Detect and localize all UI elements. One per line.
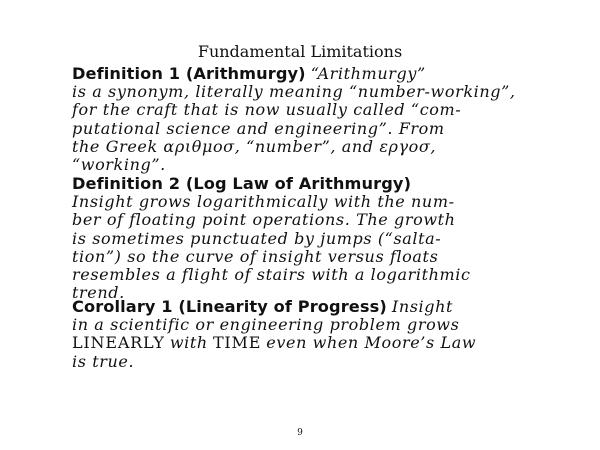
- corollary-1-line: with: [169, 333, 208, 353]
- time-emphasis: TIME: [212, 333, 262, 353]
- definition-2-line: Insight grows logarithmically with the num-: [72, 192, 455, 212]
- definition-1-line: the Greek αριθμοσ, “number”, and εργοσ,: [72, 136, 437, 156]
- definition-1-heading: Definition 1 (Arithmurgy): [72, 64, 306, 83]
- slide-title: Fundamental Limitations: [197, 42, 403, 61]
- definition-1-line: “working”.: [72, 155, 166, 175]
- definition-2-line: resembles a flight of stairs with a logarithmic: [72, 265, 471, 285]
- corollary-1-line: in a scientific or engineering problem grows: [72, 315, 460, 335]
- corollary-1: [72, 298, 532, 371]
- definition-2-line: is sometimes punctuated by jumps (“salta-: [72, 228, 442, 248]
- corollary-1-line: is true.: [72, 351, 135, 371]
- definition-1-line: is a synonym, literally meaning “number-working”,: [72, 82, 516, 102]
- definition-2-line: trend.: [72, 283, 125, 303]
- definition-2-line: tion”) so the curve of insight versus floats: [72, 246, 439, 266]
- page-number: 9: [297, 428, 303, 438]
- corollary-1-line: Insight: [391, 297, 454, 316]
- corollary-1-heading: Corollary 1 (Linearity of Progress): [72, 297, 387, 316]
- definition-2-line: ber of floating point operations. The growth: [72, 210, 456, 230]
- definition-2-heading: Definition 2 (Log Law of Arithmurgy): [72, 174, 412, 193]
- definition-2: [72, 175, 532, 302]
- definition-1-line: putational science and engineering”. From: [72, 118, 445, 138]
- definition-1: [72, 65, 532, 174]
- definition-1-line: “Arithmurgy”: [310, 64, 426, 83]
- definition-1-line: for the craft that is now usually called “com-: [72, 100, 462, 120]
- corollary-1-line: even when Moore’s Law: [266, 333, 477, 353]
- linearly-emphasis: LINEARLY: [72, 333, 165, 353]
